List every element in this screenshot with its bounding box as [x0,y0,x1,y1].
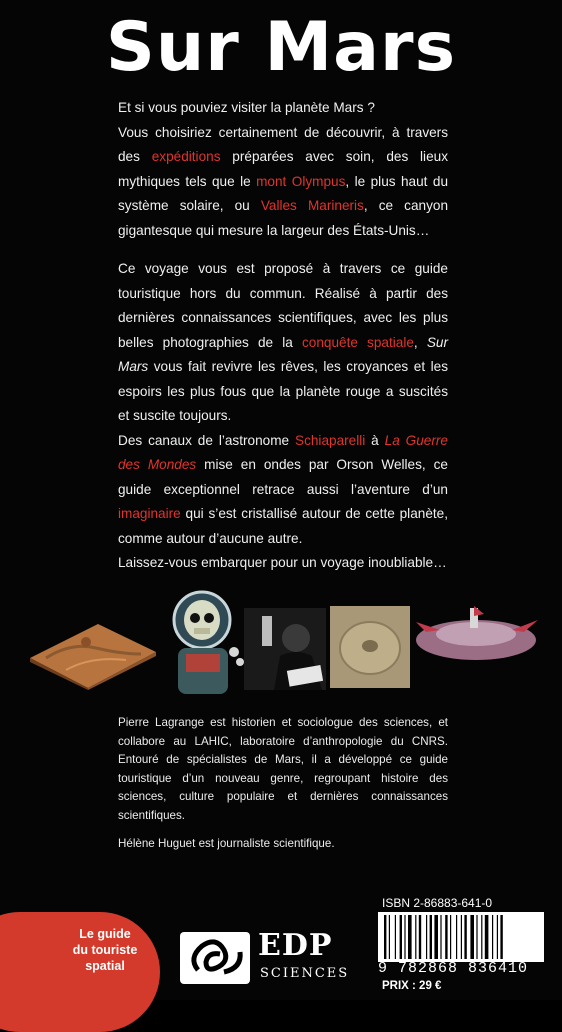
edp-logo-icon [180,932,250,984]
blurb-text: , [413,334,427,350]
barcode-number: 9 782868 836410 [378,960,529,977]
coauthor-bio: Hélène Huguet est journaliste scientifique. [118,837,335,850]
blurb-text: préparées avec soin, des lieux mythiques tels que le [118,149,448,189]
publisher-sub: SCIENCES [260,966,350,981]
author-bio: Pierre Lagrange est historien et sociologue des sciences, et collabore au LAHIC, laboratoire d’anthropologie du CNRS. Entouré de spécialistes de Mars, il a développé ce guide touristique d’un nouveau genre, regroupant histoire des sciences, culture populaire et dernières connaissances scientifiques. [118,716,448,822]
link-imaginaire: imaginaire [118,506,181,521]
flying-saucer-image [412,604,542,674]
series-badge-text [50,926,160,974]
martian-figure-image [164,590,246,702]
blurb-paragraph-2 [118,257,448,429]
blurb-text: à [365,432,385,448]
badge-line-1: Le guide [79,927,131,941]
badge-line-3: spatial [85,959,125,973]
illustration-strip [24,600,544,700]
orson-welles-photo-image [244,608,326,690]
link-schiaparelli: Schiaparelli [295,432,366,448]
blurb-text: Des canaux de l’astronome [118,432,295,448]
blurb-text: , le plus haut du système solaire, ou [118,173,449,213]
author-info [118,714,448,854]
blurb-paragraph-3 [118,429,448,552]
link-conquete-spatiale: conquête spatiale [301,334,414,350]
isbn-number: ISBN 2-86883-641-0 [382,896,493,910]
price-label: PRIX : 29 € [382,980,442,992]
blurb [118,96,448,576]
book-title-inline: Sur Mars [118,334,448,374]
link-expeditions: expéditions [151,149,221,164]
publisher-name: EDP [258,928,333,963]
blurb-text: vous fait revivre les rêves, les croyances et les espoirs les plus fous que la planète rouge a suscités et suscite toujours. [118,359,448,423]
blurb-question: Et si vous pouviez visiter la planète Mars ? [118,100,375,115]
badge-line-2: du touriste [72,943,138,957]
blurb-paragraph-1 [118,96,448,243]
barcode-icon [378,912,544,962]
blurb-text: , ce canyon gigantesque qui mesure la largeur des États-Unis… [118,198,449,238]
blurb-text: Ce voyage vous est proposé à travers ce guide touristique hors du commun. Réalisé à partir des dernières connaissances scientifiques, avec les plus belles photographies de la [118,261,448,350]
mars-terrain-image [26,612,158,690]
blurb-text: mise en ondes par Orson Welles, ce guide exceptionnel retrace aussi l’aventure d’un [118,457,448,497]
book-title: Sur Mars [105,8,457,87]
link-guerre-des-mondes: La Guerre des Mondes [118,432,448,472]
olympus-mons-image [330,606,410,688]
blurb-paragraph-4: Laissez-vous embarquer pour un voyage inoubliable… [118,555,447,570]
blurb-text: qui s’est cristallisé autour de cette planète, comme autour d’aucune autre. [118,506,448,546]
link-valles-marineris: Valles Marineris [260,198,364,213]
link-mont-olympus: mont Olympus [256,173,346,189]
blurb-text: Vous choisiriez certainement de découvrir, à travers des [118,124,448,164]
